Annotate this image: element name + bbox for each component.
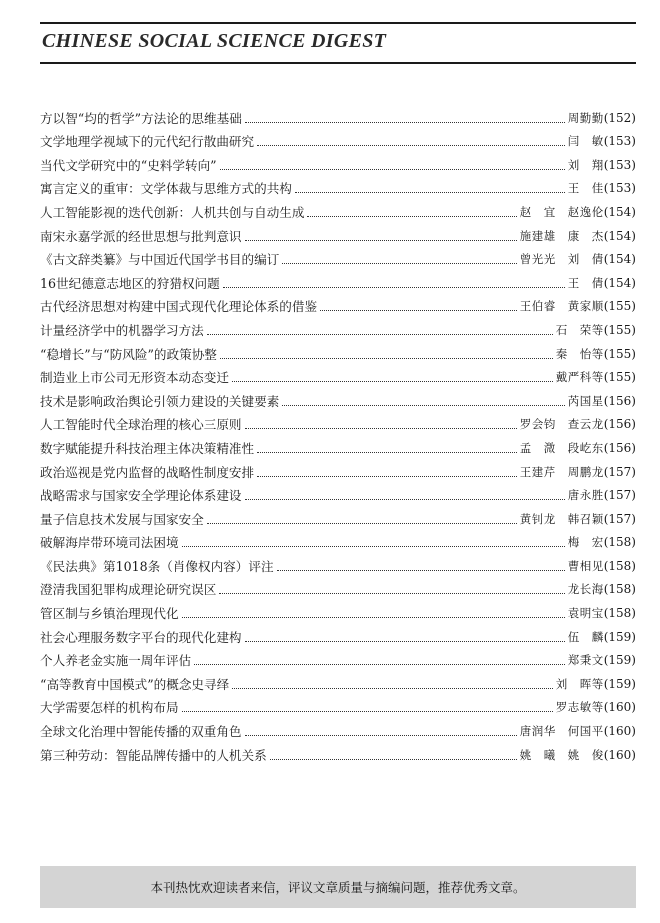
masthead-bar bbox=[40, 22, 636, 64]
article-author: 龙长海 bbox=[567, 582, 604, 597]
dot-leader bbox=[245, 428, 517, 429]
article-author: 郑秉文 bbox=[567, 653, 604, 668]
article-author: 曹相见 bbox=[567, 558, 604, 573]
toc-entry[interactable] bbox=[40, 550, 636, 574]
article-title: 数字赋能提升科技治理主体决策精准性 bbox=[40, 440, 255, 456]
article-title: 寓言定义的重审：文学体裁与思维方式的共构 bbox=[40, 181, 292, 197]
dot-leader bbox=[257, 452, 517, 453]
article-author: 梅 宏 bbox=[567, 535, 604, 550]
article-title: 南宋永嘉学派的经世思想与批判意识 bbox=[40, 228, 242, 244]
toc-entry[interactable] bbox=[40, 314, 636, 338]
toc-entry[interactable] bbox=[40, 456, 636, 480]
article-author: 周勤勤 bbox=[567, 110, 604, 125]
article-author: 罗会钧 查云龙 bbox=[519, 417, 604, 432]
page-number: (160) bbox=[603, 700, 636, 715]
article-author: 王 佳 bbox=[567, 181, 604, 196]
article-author: 施建雄 康 杰 bbox=[519, 228, 604, 243]
page-number: (153) bbox=[603, 181, 636, 196]
footer-banner bbox=[40, 866, 636, 908]
dot-leader bbox=[245, 499, 565, 500]
page-number: (154) bbox=[603, 275, 636, 290]
toc-entry[interactable] bbox=[40, 126, 636, 150]
article-title: 量子信息技术发展与国家安全 bbox=[40, 511, 204, 527]
toc-entry[interactable] bbox=[40, 244, 636, 268]
toc-entry[interactable] bbox=[40, 220, 636, 244]
page-number: (155) bbox=[603, 299, 636, 314]
page-number: (156) bbox=[603, 440, 636, 455]
toc-entry[interactable] bbox=[40, 362, 636, 386]
dot-leader bbox=[220, 169, 565, 170]
page-number: (158) bbox=[603, 582, 636, 597]
dot-leader bbox=[282, 405, 564, 406]
page-number: (160) bbox=[603, 724, 636, 739]
dot-leader bbox=[277, 570, 565, 571]
article-author: 姚 曦 姚 俊 bbox=[519, 747, 604, 762]
page-number: (157) bbox=[603, 488, 636, 503]
page-number: (154) bbox=[603, 204, 636, 219]
article-author: 王伯睿 黄家顺 bbox=[519, 299, 604, 314]
dot-leader bbox=[207, 334, 553, 335]
dot-leader bbox=[245, 735, 517, 736]
article-title: 政治巡视是党内监督的战略性制度安排 bbox=[40, 464, 255, 480]
dot-leader bbox=[232, 688, 553, 689]
article-author: 罗志敏等 bbox=[555, 700, 604, 715]
page-number: (158) bbox=[603, 535, 636, 550]
dot-leader bbox=[207, 523, 517, 524]
article-author: 刘 翔 bbox=[567, 157, 604, 172]
article-title: 管区制与乡镇治理现代化 bbox=[40, 606, 179, 622]
article-title: 破解海岸带环境司法困境 bbox=[40, 535, 179, 551]
toc-entry[interactable] bbox=[40, 432, 636, 456]
toc-entry[interactable] bbox=[40, 574, 636, 598]
article-author: 孟 溦 段屹东 bbox=[519, 440, 604, 455]
page-number: (154) bbox=[603, 252, 636, 267]
article-author: 袁明宝 bbox=[567, 606, 604, 621]
toc-entry[interactable] bbox=[40, 645, 636, 669]
article-title: 古代经济思想对构建中国式现代化理论体系的借鉴 bbox=[40, 299, 318, 315]
article-title: 技术是影响政治舆论引领力建设的关键要素 bbox=[40, 393, 280, 409]
article-author: 黄钊龙 韩召颖 bbox=[519, 511, 604, 526]
toc-entry[interactable] bbox=[40, 267, 636, 291]
page-number: (160) bbox=[603, 747, 636, 762]
toc-entry[interactable] bbox=[40, 196, 636, 220]
dot-leader bbox=[245, 641, 565, 642]
toc-entry[interactable] bbox=[40, 102, 636, 126]
dot-leader bbox=[232, 381, 553, 382]
article-author: 王建芹 周鹏龙 bbox=[519, 464, 604, 479]
toc-entry[interactable] bbox=[40, 338, 636, 362]
article-title: “高等教育中国模式”的概念史寻绎 bbox=[40, 676, 230, 692]
article-author: 戴严科等 bbox=[555, 370, 604, 385]
article-title: “稳增长”与“防风险”的政策协整 bbox=[40, 346, 217, 362]
article-title: 第三种劳动：智能品牌传播中的人机关系 bbox=[40, 747, 267, 763]
page-number: (158) bbox=[603, 606, 636, 621]
article-author: 伍 麟 bbox=[567, 629, 604, 644]
dot-leader bbox=[182, 546, 565, 547]
page-number: (159) bbox=[603, 676, 636, 691]
article-title: 澄清我国犯罪构成理论研究误区 bbox=[40, 582, 217, 598]
table-of-contents bbox=[40, 102, 636, 763]
article-title: 《民法典》第1018条（肖像权内容）评注 bbox=[40, 558, 274, 574]
toc-entry[interactable] bbox=[40, 527, 636, 551]
article-author: 曾光光 刘 倩 bbox=[519, 252, 604, 267]
toc-entry[interactable] bbox=[40, 149, 636, 173]
toc-entry[interactable] bbox=[40, 503, 636, 527]
journal-title: CHINESE SOCIAL SCIENCE DIGEST bbox=[42, 30, 387, 52]
article-author: 王 倩 bbox=[567, 275, 604, 290]
dot-leader bbox=[223, 287, 565, 288]
page-number: (159) bbox=[603, 629, 636, 644]
dot-leader bbox=[307, 216, 516, 217]
article-title: 个人养老金实施一周年评估 bbox=[40, 653, 192, 669]
article-title: 当代文学研究中的“史料学转向” bbox=[40, 157, 217, 173]
page-number: (155) bbox=[603, 322, 636, 337]
article-title: 全球文化治理中智能传播的双重角色 bbox=[40, 724, 242, 740]
article-title: 文学地理学视域下的元代纪行散曲研究 bbox=[40, 134, 255, 150]
dot-leader bbox=[182, 617, 565, 618]
article-title: 16世纪德意志地区的狩猎权问题 bbox=[40, 275, 220, 291]
dot-leader bbox=[194, 664, 565, 665]
article-title: 计量经济学中的机器学习方法 bbox=[40, 322, 204, 338]
dot-leader bbox=[257, 476, 517, 477]
dot-leader bbox=[282, 263, 516, 264]
dot-leader bbox=[320, 310, 517, 311]
article-title: 大学需要怎样的机构布局 bbox=[40, 700, 179, 716]
toc-entry[interactable] bbox=[40, 597, 636, 621]
page-number: (153) bbox=[603, 157, 636, 172]
page-number: (157) bbox=[603, 511, 636, 526]
article-author: 石 荣等 bbox=[555, 322, 604, 337]
page-number: (159) bbox=[603, 653, 636, 668]
toc-entry[interactable] bbox=[40, 291, 636, 315]
toc-entry[interactable] bbox=[40, 480, 636, 504]
page-number: (154) bbox=[603, 228, 636, 243]
dot-leader bbox=[295, 192, 565, 193]
article-title: 人工智能时代全球治理的核心三原则 bbox=[40, 417, 242, 433]
article-title: 制造业上市公司无形资本动态变迁 bbox=[40, 370, 229, 386]
page-number: (155) bbox=[603, 370, 636, 385]
article-author: 刘 晖等 bbox=[555, 676, 604, 691]
article-author: 赵 宜 赵逸伦 bbox=[519, 204, 604, 219]
dot-leader bbox=[220, 358, 553, 359]
article-author: 唐润华 何国平 bbox=[519, 724, 604, 739]
page-number: (152) bbox=[603, 110, 636, 125]
toc-entry[interactable] bbox=[40, 409, 636, 433]
toc-entry[interactable] bbox=[40, 739, 636, 763]
dot-leader bbox=[245, 240, 517, 241]
article-author: 闫 敏 bbox=[567, 134, 604, 149]
dot-leader bbox=[219, 593, 564, 594]
page-number: (153) bbox=[603, 134, 636, 149]
toc-entry[interactable] bbox=[40, 385, 636, 409]
article-title: 战略需求与国家安全学理论体系建设 bbox=[40, 488, 242, 504]
article-title: 人工智能影视的迭代创新：人机共创与自动生成 bbox=[40, 204, 305, 220]
dot-leader bbox=[182, 711, 553, 712]
article-title: 《古文辞类纂》与中国近代国学书目的编订 bbox=[40, 252, 280, 268]
article-title: 社会心理服务数字平台的现代化建构 bbox=[40, 629, 242, 645]
footer-note: 本刊热忱欢迎读者来信，评议文章质量与摘编问题，推荐优秀文章。 bbox=[150, 880, 526, 895]
article-author: 芮国星 bbox=[567, 393, 604, 408]
toc-entry[interactable] bbox=[40, 621, 636, 645]
toc-entry[interactable] bbox=[40, 715, 636, 739]
dot-leader bbox=[270, 759, 517, 760]
page-number: (158) bbox=[603, 558, 636, 573]
toc-entry[interactable] bbox=[40, 692, 636, 716]
article-author: 秦 怡等 bbox=[555, 346, 604, 361]
article-author: 唐永胜 bbox=[567, 488, 604, 503]
article-title: 方以智“均的哲学”方法论的思维基础 bbox=[40, 110, 242, 126]
page-number: (155) bbox=[603, 346, 636, 361]
toc-entry[interactable] bbox=[40, 668, 636, 692]
dot-leader bbox=[245, 122, 565, 123]
toc-entry[interactable] bbox=[40, 173, 636, 197]
page-number: (157) bbox=[603, 464, 636, 479]
page-number: (156) bbox=[603, 393, 636, 408]
page-number: (156) bbox=[603, 417, 636, 432]
dot-leader bbox=[257, 145, 565, 146]
